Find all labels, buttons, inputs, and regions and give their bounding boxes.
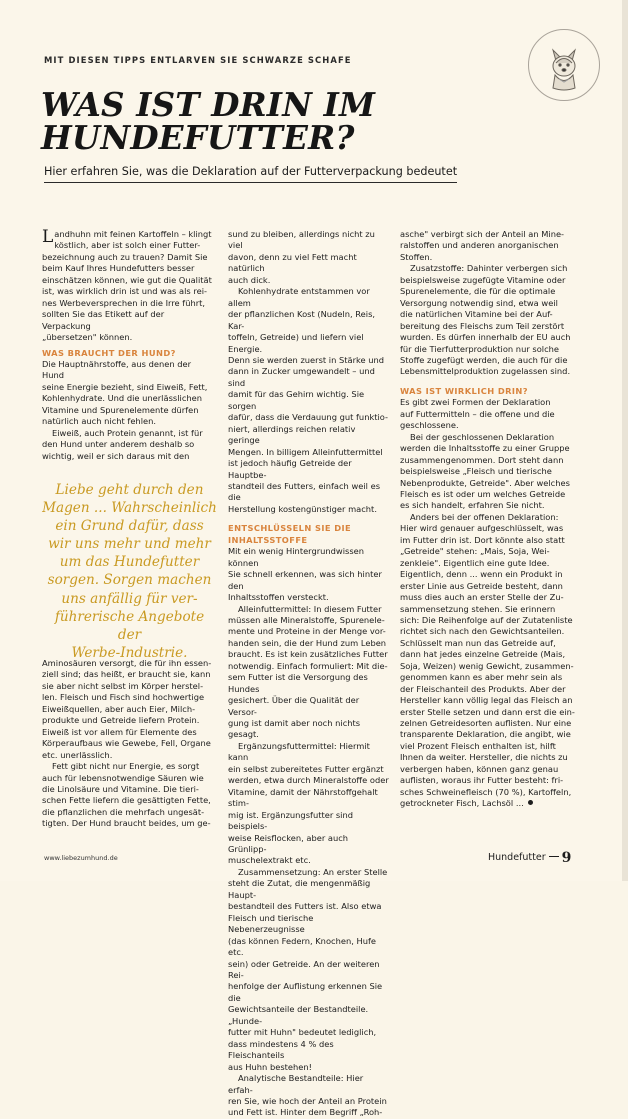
text-line: Inhaltsstoffen versteckt. — [228, 592, 329, 603]
text-line: Denn sie werden zuerst in Stärke und — [228, 354, 385, 365]
paragraph — [400, 397, 580, 431]
text-column-1-lower — [42, 658, 212, 830]
paragraph — [228, 286, 389, 515]
text-line: Sie schnell erkennen, was sich hinter den — [228, 569, 382, 591]
pull-quote — [42, 481, 217, 662]
text-line: „Getreide" stehen: „Mais, Soja, Wei- — [400, 546, 550, 557]
text-line: zusammengenommen. Dort steht dann — [400, 454, 564, 465]
text-line: etc. unerlässlich. — [42, 749, 113, 760]
text-line: die Linolsäure und Vitamine. Die tieri- — [42, 783, 199, 794]
paragraph — [42, 428, 212, 462]
text-line: ralstoffen und anderen anorganischen — [400, 240, 559, 251]
text-line: niert, allerdings reichen relativ geringe — [228, 423, 356, 446]
text-line: bereitung des Fleischs zum Teil zerstört — [400, 320, 565, 331]
text-column-1 — [42, 229, 212, 462]
page-spine — [622, 0, 628, 881]
text-line: asche" verbirgt sich der Anteil an Mine- — [400, 229, 565, 239]
text-line: weise Reisflocken, aber auch Grünlipp- — [228, 832, 349, 855]
quote-line: Werbe-Industrie. — [71, 644, 188, 661]
text-line: für die Tierfutterproduktion nur solche — [400, 343, 560, 354]
dropcap-letter: L — [42, 227, 54, 247]
text-line: den Hund unter anderem deshalb so — [42, 439, 195, 450]
text-line: transparente Deklaration, die angibt, wie — [400, 729, 571, 740]
text-line: seine Energie bezieht, sind Eiweiß, Fett, — [42, 381, 208, 392]
paragraph — [42, 761, 212, 830]
text-line: Alleinfuttermittel: In diesem Futter — [238, 603, 382, 614]
page-title — [41, 85, 561, 157]
text-line: Kohlenhydrate. Und die unerlässlichen — [42, 393, 203, 404]
text-line: beispielsweise zugefügte Vitamine oder — [400, 274, 566, 285]
text-line: wichtig, weil er sich daraus mit den — [42, 450, 190, 461]
text-line: muss dies auch an erster Stelle der Zu- — [400, 592, 564, 603]
paragraph — [42, 658, 212, 761]
text-line: sich: Die Reihenfolge auf der Zutatenliste — [400, 614, 573, 625]
text-line: Analytische Bestandteile: Hier erfah- — [228, 1073, 364, 1095]
quote-line: um das Hundefutter — [59, 554, 200, 571]
text-line: auch dick. — [228, 274, 271, 285]
text-line: Eiweiß ist vor allem für Elemente des — [42, 726, 197, 737]
text-line: sammensetzung stehen. Sie erinnern — [400, 603, 556, 614]
text-line: bestandteil des Futters ist. Also etwa — [228, 901, 382, 912]
quote-line: uns anfällig für ver- — [61, 590, 198, 607]
text-line: erster Stelle setzen und dann erst die ein- — [400, 706, 575, 717]
text-line: Die Hauptnährstoffe, aus denen der Hund — [42, 358, 192, 381]
text-line: viel Prozent Fleisch enthalten ist, hilft — [400, 740, 556, 751]
text-line: Aminosäuren versorgt, die für ihn essen- — [42, 658, 212, 668]
paragraph — [400, 229, 580, 263]
text-column-3 — [400, 229, 580, 810]
text-line: zelnen Getreidesorten auflisten. Nur eine — [400, 718, 572, 729]
section-heading: WAS IST WIRKLICH DRIN? — [400, 385, 528, 396]
text-line: handen sein, die der Hund zum Leben — [228, 637, 387, 648]
text-column-2 — [228, 229, 389, 1119]
text-line: aus Huhn bestehen! — [228, 1061, 312, 1072]
quote-line: Magen ... Wahrscheinlich — [42, 500, 217, 517]
text-line: Fett gibt nicht nur Energie, es sorgt — [52, 761, 200, 772]
text-line: standteil des Futters, einfach weil es die — [228, 480, 381, 503]
text-line: Zusammensetzung: An erster Stelle — [238, 866, 388, 877]
heading-line: INHALTSSTOFFE — [228, 534, 308, 545]
text-line: die natürlichen Vitamine bei der Auf- — [400, 309, 553, 320]
folio-dash — [549, 856, 559, 857]
text-line: sund zu bleiben, allerdings nicht zu viel — [228, 229, 375, 251]
paragraph — [400, 263, 580, 378]
text-line: Mengen. In billigem Alleinfuttermittel — [228, 446, 383, 457]
text-line: dann hat jedes einzelne Getreide (Mais, — [400, 649, 566, 660]
text-line: köstlich, aber ist solch einer Futter- — [54, 240, 201, 251]
title-line: HUNDEFUTTER? — [41, 118, 355, 157]
text-line: bezeichnung auch zu trauen? Damit Sie — [42, 251, 208, 262]
text-line: Bei der geschlossenen Deklaration — [410, 431, 555, 442]
text-line: ziell sind; das heißt, er braucht sie, kann — [42, 669, 211, 680]
text-line: Mit ein wenig Hintergrundwissen können — [228, 546, 365, 568]
paragraph — [228, 1073, 389, 1119]
text-line: ist, was wirklich drin ist und was als rei- — [42, 286, 207, 297]
text-line: henfolge der Auflistung erkennen Sie die — [228, 981, 383, 1003]
text-line: mig ist. Ergänzungsfutter sind beispiels- — [228, 809, 354, 832]
text-line: einschätzen können, wie gut die Qualität — [42, 274, 212, 285]
text-line: beim Kauf Ihres Hundefutters besser — [42, 263, 195, 274]
text-line: Nebenprodukte, Getreide". Aber welches — [400, 477, 570, 488]
text-line: Hersteller kann völlig legal das Fleisch an — [400, 695, 573, 706]
text-line: werden die Inhaltsstoffe zu einer Gruppe — [400, 443, 570, 454]
paragraph — [228, 229, 389, 286]
text-line: erster Linie aus Getreide besteht, dann — [400, 580, 563, 591]
paragraph — [228, 867, 389, 1073]
section-heading — [228, 523, 389, 546]
text-line: getrockneter Fisch, Lachsöl ... — [400, 798, 524, 809]
text-line: Anders bei der offenen Deklaration: — [410, 511, 559, 522]
text-line: produkte und Getreide liefern Protein. — [42, 715, 200, 726]
text-line: tigten. Der Hund braucht beides, um ge- — [42, 818, 211, 829]
text-line: im Futter drin ist. Dort könnte also statt — [400, 534, 565, 545]
text-line: werden, etwa durch Mineralstoffe oder — [228, 775, 389, 786]
end-of-article-bullet-icon — [528, 800, 533, 805]
text-line: ist jedoch häufig Getreide der Hauptbe- — [228, 458, 352, 480]
quote-line: Liebe geht durch den — [55, 482, 204, 498]
text-line: damit für das Gehirn wichtig. Sie sorgen — [228, 389, 365, 411]
text-line: Versorgung notwendig sind, etwa weil — [400, 297, 558, 308]
footer-section: Hundefutter — [488, 852, 546, 863]
text-line: genommen kann es aber mehr sein als — [400, 672, 563, 683]
text-line: richtet sich nach den Gewichtsanteilen. — [400, 626, 565, 637]
quote-line: führerische Angebote der — [54, 608, 205, 643]
text-line: Zusatzstoffe: Dahinter verbergen sich — [410, 263, 568, 274]
text-line: auf Futtermitteln – die offene und die — [400, 408, 555, 419]
intro-paragraph — [42, 229, 212, 344]
text-line: Lebensmittelproduktion zugelassen sind. — [400, 366, 571, 377]
text-line: Stoffe zugefügt werden, die auch für die — [400, 354, 568, 365]
text-line: sches Schweinefleisch (70 %), Kartoffeln, — [400, 786, 572, 797]
paragraph — [400, 432, 580, 512]
text-line: gung ist damit aber noch nichts gesagt. — [228, 718, 361, 740]
paragraph — [228, 741, 389, 867]
text-line: ren Sie, wie hoch der Anteil an Protein — [228, 1095, 387, 1106]
text-line: sollten Sie das Etikett auf der Verpackung — [42, 309, 165, 331]
quote-line: sorgen. Sorgen machen — [47, 572, 212, 589]
text-line: Fleisch und tierische Nebenerzeugnisse — [228, 912, 314, 935]
text-line: Soja, Weizen) wenig Gewicht, zusammen- — [400, 660, 574, 671]
text-line: Spurenelemente, die für die optimale — [400, 286, 556, 297]
subtitle-underline — [44, 182, 457, 183]
text-line: Es gibt zwei Formen der Deklaration — [400, 397, 551, 408]
text-line: steht die Zutat, die mengenmäßig Haupt- — [228, 878, 371, 900]
text-line: der pflanzlichen Kost (Nudeln, Reis, Kar- — [228, 309, 376, 331]
kicker-line: MIT DIESEN TIPPS ENTLARVEN SIE SCHWARZE SCHAFE — [44, 55, 352, 65]
text-line: notwendig. Einfach formuliert: Mit die- — [228, 660, 388, 671]
text-line: geschlossene. — [400, 420, 459, 431]
paragraph — [400, 512, 580, 810]
text-line: zenkleie". Eigentlich eine gute Idee. — [400, 557, 550, 568]
text-line: Stoffen. — [400, 251, 433, 262]
text-line: futter mit Huhn" bedeutet lediglich, — [228, 1027, 377, 1038]
text-line: mente und Proteine in der Menge vor- — [228, 626, 386, 637]
text-line: der Fleischanteil des Produkts. Aber der — [400, 683, 566, 694]
footer-url: www.liebezumhund.de — [44, 854, 118, 862]
text-line: es sich handelt, erfahren Sie nicht. — [400, 500, 545, 511]
text-line: Gewichtsanteile der Bestandteile. „Hunde- — [228, 1004, 369, 1026]
text-line: len. Fleisch und Fisch sind hochwertige — [42, 692, 205, 703]
text-line: nes Werbeversprechen in die Irre führt, — [42, 297, 206, 308]
text-line: braucht. Es ist kein zusätzliches Futter — [228, 649, 388, 660]
text-line: Eiweißquellen, aber auch Eier, Milch- — [42, 703, 196, 714]
text-line: ein selbst zubereitetes Futter ergänzt — [228, 763, 384, 774]
paragraph — [228, 546, 389, 603]
text-line: dafür, dass die Verdauung gut funktio- — [228, 412, 389, 423]
text-line: Kohlenhydrate entstammen vor allem — [228, 286, 370, 308]
text-line: verbergen haben, können ganz genau — [400, 763, 559, 774]
page-number: 9 — [561, 850, 572, 866]
text-line: Hier wird genauer aufgeschlüsselt, was — [400, 523, 564, 534]
text-line: Eigentlich, denn ... wenn ein Produkt in — [400, 569, 563, 580]
text-line: beispielsweise „Fleisch und tierische — [400, 466, 552, 477]
quote-line: ein Grund dafür, dass — [55, 518, 204, 535]
text-line: Körperaufbaus wie Gewebe, Fell, Organe — [42, 738, 211, 749]
text-line: davon, denn zu viel Fett macht natürlich — [228, 251, 357, 274]
text-line: Vitamine, damit der Nährstoffgehalt stim- — [228, 786, 378, 809]
text-line: schen Fette liefern die gesättigten Fette, — [42, 795, 211, 806]
footer-folio — [488, 850, 571, 866]
title-line: WAS IST DRIN IM — [41, 85, 376, 124]
text-line: sein) oder Getreide. An der weiteren Rei- — [228, 958, 380, 980]
text-line: toffeln, Getreide) und liefern viel Energie. — [228, 332, 364, 354]
text-line: auflisten, woraus ihr Futter besteht: fri- — [400, 775, 564, 786]
text-line: andhuhn mit feinen Kartoffeln – klingt — [54, 229, 212, 239]
text-line: dass mindestens 4 % des Fleischanteils — [228, 1038, 334, 1061]
text-line: Vitamine und Spurenelemente dürfen — [42, 404, 199, 415]
text-line: sie aber nicht selbst im Körper herstel- — [42, 680, 204, 691]
text-line: und Fett ist. Hinter dem Begriff „Roh- — [228, 1107, 383, 1118]
text-line: „übersetzen" können. — [42, 332, 133, 343]
text-line: muschelextrakt etc. — [228, 855, 311, 866]
quote-line: wir uns mehr und mehr — [48, 536, 211, 553]
text-line: Schlüsselt man nun das Getreide auf, — [400, 637, 556, 648]
subtitle: Hier erfahren Sie, was die Deklaration auf der Futterverpackung bedeutet — [44, 165, 458, 178]
text-line: müssen alle Mineralstoffe, Spurenele- — [228, 614, 385, 625]
section-heading: WAS BRAUCHT DER HUND? — [42, 347, 176, 358]
text-line: Herstellung kostengünstiger macht. — [228, 503, 377, 514]
text-line: Ergänzungsfuttermittel: Hiermit kann — [228, 740, 370, 763]
text-line: gesichert. Über die Qualität der Versor- — [228, 695, 360, 717]
heading-line: ENTSCHLÜSSELN SIE DIE — [228, 523, 352, 534]
text-line: wurden. Es dürfen innerhalb der EU auch — [400, 332, 571, 343]
text-line: dann in Zucker umgewandelt – und sind — [228, 366, 375, 388]
text-line: die pflanzlichen die mehrfach ungesät- — [42, 806, 205, 817]
text-line: auch für lebensnotwendige Säuren wie — [42, 772, 204, 783]
text-line: (das können Federn, Knochen, Hufe etc. — [228, 935, 376, 958]
paragraph — [42, 359, 212, 428]
text-line: Ihnen da weiter. Hersteller, die nichts zu — [400, 752, 568, 763]
paragraph — [228, 604, 389, 741]
text-line: sem Futter ist die Versorgung des Hundes — [228, 672, 368, 694]
text-line: Fleisch es ist oder um welches Getreide — [400, 488, 566, 499]
text-line: natürlich auch nicht fehlen. — [42, 416, 156, 427]
text-line: Eiweiß, auch Protein genannt, ist für — [52, 427, 203, 438]
